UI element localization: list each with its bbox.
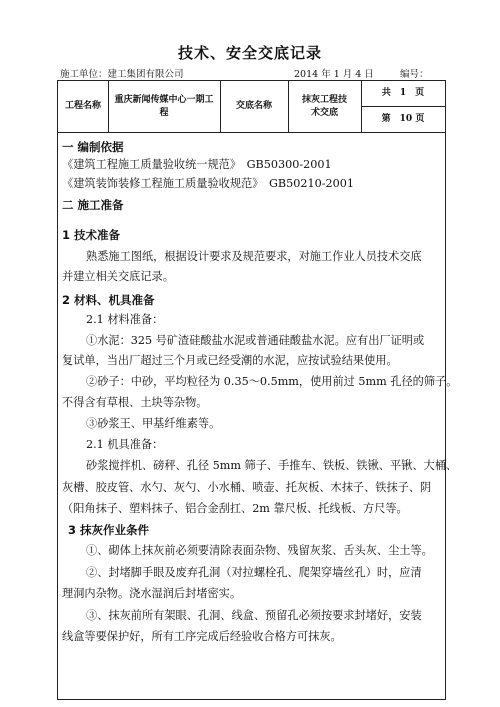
project-name-value: 重庆新闻传媒中心一期工程 [114, 94, 214, 118]
paragraph-line: 2.1 材料准备： [86, 313, 164, 326]
handover-name-value: 抹灰工程技术交底 [302, 94, 348, 118]
reference-standard: 《建筑装饰装修工程施工质量验收规范》 GB50210-2001 [62, 177, 354, 190]
subsection-heading: 1 技术准备 [62, 228, 121, 242]
record-date: 2014 年 1 月 4 日 [294, 69, 374, 80]
paragraph-line: （阳角抹子、塑料抹子、铝合金刮扛、2m 靠尺板、托线板、方尺等。 [62, 502, 408, 515]
total-pages: 共 1 页 [381, 88, 425, 98]
paragraph-line: 砂浆搅拌机、磅秤、孔径 5mm 筛子、手推车、铁板、铁锹、平锹、大桶、 [86, 459, 458, 472]
subsection-heading: 3 抹灰作业条件 [68, 523, 150, 537]
paragraph-line: ②砂子：中砂，平均粒径为 0.35～0.5mm，使用前过 5mm 孔径的筛子。 [86, 375, 458, 388]
paragraph-line: 并建立相关交底记录。 [62, 270, 174, 283]
paragraph-line: ①、砌体上抹灰前必须要清除表面杂物、残留灰浆、舌头灰、尘土等。 [86, 544, 433, 557]
paragraph-line: ①水泥：325 号矿渣硅酸盐水泥或普通硅酸盐水泥。应有出厂证明或 [86, 334, 425, 347]
meta-row [60, 66, 448, 80]
paragraph-line: 灰槽、胶皮管、水勺、灰勺、小水桶、喷壶、托灰板、木抹子、铁抹子、阴 [62, 481, 432, 494]
paragraph-line: 熟悉施工图纸，根据设计要求及规范要求，对施工作业人员技术交底 [86, 250, 422, 263]
construction-unit: 施工单位：建工集团有限公司 [60, 69, 184, 80]
paragraph-line: 理洞内杂物。浇水湿润后封堵密实。 [62, 587, 242, 600]
project-name-label: 工程名称 [64, 101, 101, 111]
paragraph-line: ③砂浆王、甲基纤维素等。 [86, 417, 221, 430]
page-number: 第 10 页 [381, 113, 425, 124]
section-heading: 二 施工准备 [62, 198, 124, 212]
paragraph-line: 线盒等要保护好，所有工序完成后经验收合格方可抹灰。 [62, 630, 342, 643]
paragraph-line: 不得含有草根、土块等杂物。 [62, 396, 208, 409]
handover-name-label: 交底名称 [235, 101, 272, 111]
reference-standard: 《建筑工程施工质量验收统一规范》 GB50300-2001 [62, 158, 332, 171]
paragraph-line: 2.1 机具准备： [86, 438, 164, 451]
paragraph-line: 复试单，当出厂超过三个月或已经受潮的水泥，应按试验结果使用。 [62, 354, 398, 367]
paragraph-line: ③、抹灰前所有架眼、孔洞、线盒、预留孔必须按要求封堵好，安装 [86, 609, 422, 622]
record-number: 编号： [400, 69, 429, 80]
page-title: 技术、安全交底记录 [177, 44, 322, 62]
paragraph-line: ②、封堵脚手眼及废弃孔洞（对拉螺栓孔、爬架穿墙丝孔）时，应清 [86, 566, 422, 579]
section-heading: 一 编制依据 [62, 140, 124, 154]
subsection-heading: 2 材料、机具准备 [62, 293, 155, 307]
